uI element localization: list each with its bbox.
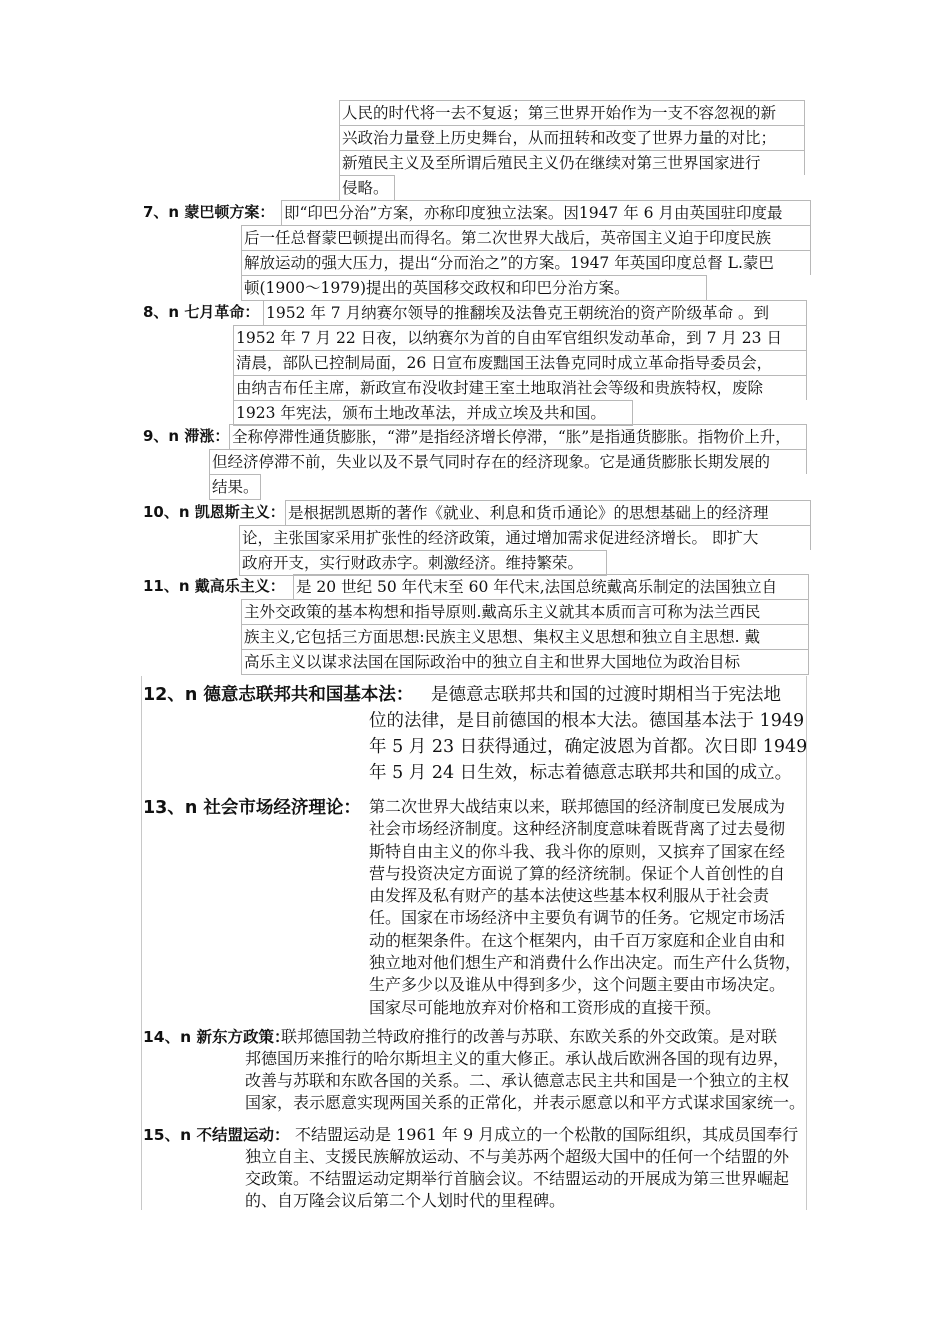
- def-line: 由纳吉布任主席，新政宣布没收封建王室土地取消社会等级和贵族特权，废除: [233, 375, 807, 400]
- entry-definition: [239, 500, 811, 576]
- def-line: 营与投资决定方面说了算的经济统制。保证个人首创性的自: [369, 863, 786, 883]
- entry-term: 8、n 七月革命：: [143, 303, 260, 321]
- entry-definition: [241, 200, 811, 301]
- def-line: 斯特自由主义的你斗我、我斗你的原则，又摈弃了国家在经: [369, 841, 786, 861]
- def-line: 国家，表示愿意实现两国关系的正常化，并表示愿意以和平方式谋求国家统一。: [245, 1093, 806, 1112]
- entry-term: 15、n 不结盟运动：: [143, 1126, 290, 1144]
- def-line: 但经济停滞不前，失业以及不景气同时存在的经济现象。它是通货膨胀长期发展的: [209, 449, 807, 474]
- entry-term: 14、n 新东方政策：: [143, 1028, 290, 1046]
- def-line: 是根据凯恩斯的著作《就业、利息和货币通论》的思想基础上的经济理: [285, 500, 811, 525]
- def-line: 由发挥及私有财产的基本法使这些基本权利服从于社会责: [369, 886, 770, 906]
- def-line: 年 5 月 23 日获得通过，确定波恩为首都。次日即 1949: [369, 737, 808, 757]
- def-line: 主外交政策的基本构想和指导原则.戴高乐主义就其本质而言可称为法兰西民: [241, 599, 809, 624]
- def-line: 全称停滞性通货膨胀，“滞”是指经济增长停滞，“胀”是指通货膨胀。指物价上升，: [229, 424, 807, 449]
- def-line: 邦德国历来推行的哈尔斯坦主义的重大修正。承认战后欧洲各国的现有边界，: [245, 1049, 790, 1068]
- def-line: 人民的时代将一去不复返；第三世界开始作为一支不容忽视的新: [339, 100, 805, 125]
- def-line: 结果。: [209, 474, 261, 500]
- def-line: 的、自万隆会议后第二个人划时代的里程碑。: [245, 1191, 566, 1210]
- def-line: 高乐主义以谋求法国在国际政治中的独立自主和世界大国地位为政治目标: [241, 649, 809, 675]
- def-line: 是德意志联邦共和国的过渡时期相当于宪法地: [431, 685, 781, 705]
- entry-definition: [209, 424, 807, 500]
- entry-term: 10、n 凯恩斯主义：: [143, 503, 285, 521]
- def-line: 族主义,它包括三方面思想:民族主义思想、集权主义思想和独立自主思想. 戴: [241, 624, 809, 649]
- def-line: 生产多少以及谁从中得到多少，这个问题主要由市场决定。: [369, 975, 786, 995]
- def-line: 1952 年 7 月 22 日夜，以纳赛尔为首的自由军官组织发动革命，到 7 月 23 日: [233, 325, 807, 350]
- entry-definition: [369, 682, 809, 786]
- def-line: 任。国家在市场经济中主要负有调节的任务。它规定市场活: [369, 908, 786, 928]
- def-line: 交政策。不结盟运动定期举行首脑会议。不结盟运动的开展成为第三世界崛起: [245, 1169, 790, 1188]
- def-line: 独立自主、支援民族解放运动、不与美苏两个超级大国中的任何一个结盟的外: [245, 1147, 790, 1166]
- frame-rule-left: [141, 676, 142, 1210]
- def-line: 联邦德国勃兰特政府推行的改善与苏联、东欧关系的外交政策。是对联: [281, 1027, 778, 1046]
- def-line: 年 5 月 24 日生效，标志着德意志联邦共和国的成立。: [369, 763, 793, 783]
- entry-term: 11、n 戴高乐主义：: [143, 577, 285, 595]
- def-line: 动的框架条件。在这个框架内，由千百万家庭和企业自由和: [369, 930, 786, 950]
- def-line: 1923 年宪法，颁布土地改革法，并成立埃及共和国。: [233, 400, 633, 426]
- frame-rule-right: [806, 676, 807, 1210]
- def-line: 解放运动的强大压力，提出“分而治之”的方案。1947 年英国印度总督 L.蒙巴: [241, 250, 811, 275]
- entry-definition: [241, 574, 809, 675]
- def-line: 第二次世界大战结束以来，联邦德国的经济制度已发展成为: [369, 797, 786, 816]
- entry-definition: [369, 796, 809, 1019]
- def-line: 社会市场经济制度。这种经济制度意味着既背离了过去曼彻: [369, 819, 786, 839]
- def-line: 改善与苏联和东欧各国的关系。二、承认德意志民主共和国是一个独立的主权: [245, 1071, 790, 1090]
- entry-term: 13、n 社会市场经济理论：: [143, 798, 361, 818]
- def-line: 清晨，部队已控制局面，26 日宣布废黜国王法鲁克同时成立革命指导委员会，: [233, 350, 807, 375]
- def-line: 独立地对他们想生产和消费什么作出决定。而生产什么货物，: [369, 953, 802, 973]
- entry-definition: [245, 1026, 811, 1114]
- entry-definition: [245, 1124, 811, 1212]
- def-line: 政府开支，实行财政赤字。刺激经济。维持繁荣。: [239, 550, 607, 576]
- def-line: 国家尽可能地放弃对价格和工资形成的直接干预。: [369, 997, 722, 1017]
- def-line: 新殖民主义及至所谓后殖民主义仍在继续对第三世界国家进行: [339, 150, 805, 175]
- def-line: 顿(1900～1979)提出的英国移交政权和印巴分治方案。: [241, 275, 707, 301]
- def-line: 论，主张国家采用扩张性的经济政策，通过增加需求促进经济增长。 即扩大: [239, 525, 811, 550]
- def-line: 即“印巴分治”方案，亦称印度独立法案。因1947 年 6 月由英国驻印度最: [281, 200, 811, 225]
- def-line: 不结盟运动是 1961 年 9 月成立的一个松散的国际组织，其成员国奉行: [295, 1125, 799, 1144]
- entry-term: 12、n 德意志联邦共和国基本法：: [143, 685, 414, 705]
- def-line: 后一任总督蒙巴顿提出而得名。第二次世界大战后，英帝国主义迫于印度民族: [241, 225, 811, 250]
- entry-term: 9、n 滞涨：: [143, 427, 230, 445]
- def-line: 1952 年 7 月纳赛尔领导的推翻埃及法鲁克王朝统治的资产阶级革命 。到: [263, 300, 807, 325]
- def-line: 是 20 世纪 50 年代末至 60 年代末,法国总统戴高乐制定的法国独立自: [293, 574, 809, 599]
- intro-definition: [339, 100, 805, 201]
- def-line: 位的法律，是目前德国的根本大法。德国基本法于 1949: [369, 711, 805, 731]
- def-line: 侵略。: [339, 175, 395, 201]
- def-line: 兴政治力量登上历史舞台，从而扭转和改变了世界力量的对比；: [339, 125, 805, 150]
- entry-term: 7、n 蒙巴顿方案：: [143, 203, 275, 221]
- entry-definition: [233, 300, 807, 426]
